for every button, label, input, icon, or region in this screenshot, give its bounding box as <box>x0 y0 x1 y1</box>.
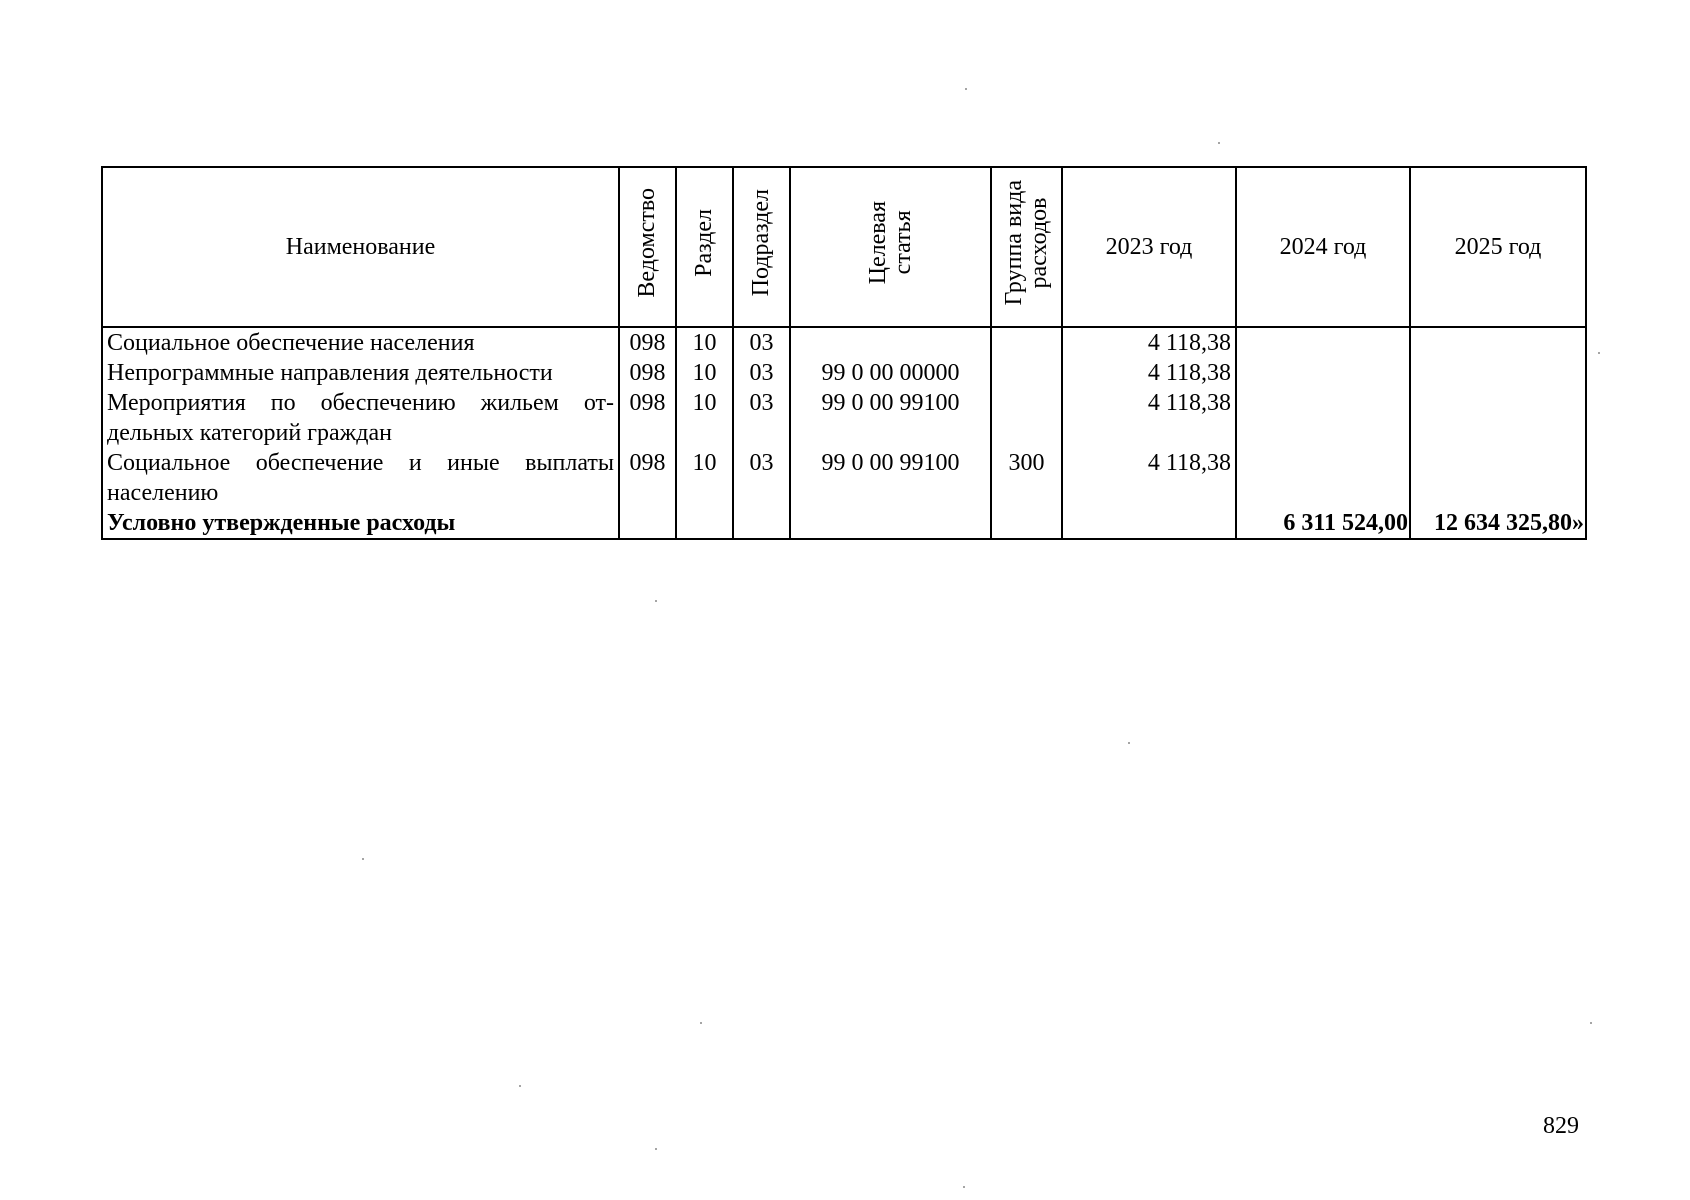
row-year-2025 <box>1410 327 1586 358</box>
table-row <box>102 448 1586 508</box>
row-department: 098 <box>619 358 676 388</box>
row-name: Условно утвержденные расходы <box>102 508 619 539</box>
scan-speck <box>963 1186 965 1188</box>
row-year-2023 <box>1062 508 1236 539</box>
header-year-2025: 2025 год <box>1410 167 1586 327</box>
table-row <box>102 388 1586 448</box>
page-number: 829 <box>1543 1113 1579 1139</box>
row-expense-group <box>991 358 1062 388</box>
scan-speck <box>655 600 657 602</box>
row-department <box>619 508 676 539</box>
row-name: Социальное обеспечение и иные выплаты населению <box>102 448 619 508</box>
row-section <box>676 508 733 539</box>
row-subsection: 03 <box>733 327 790 358</box>
row-target-article: 99 0 00 00000 <box>790 358 991 388</box>
row-section: 10 <box>676 327 733 358</box>
row-year-2025 <box>1410 388 1586 448</box>
header-expense-group: Группа вида расходов <box>991 167 1062 327</box>
header-name: Наименование <box>102 167 619 327</box>
table-row-total <box>102 508 1586 539</box>
row-year-2024 <box>1236 358 1410 388</box>
header-subsection: Подраздел <box>733 167 790 327</box>
row-year-2025 <box>1410 358 1586 388</box>
row-department: 098 <box>619 388 676 448</box>
header-year-2024: 2024 год <box>1236 167 1410 327</box>
row-year-2025 <box>1410 448 1586 508</box>
scan-speck <box>519 1085 521 1087</box>
scan-speck <box>1590 1022 1592 1024</box>
scan-speck <box>700 1022 702 1024</box>
row-subsection: 03 <box>733 358 790 388</box>
scan-speck <box>965 88 967 90</box>
header-year-2023: 2023 год <box>1062 167 1236 327</box>
row-year-2023: 4 118,38 <box>1062 448 1236 508</box>
row-year-2023: 4 118,38 <box>1062 327 1236 358</box>
row-department: 098 <box>619 448 676 508</box>
row-year-2024 <box>1236 448 1410 508</box>
row-year-2023: 4 118,38 <box>1062 388 1236 448</box>
row-name: Непрограммные направления деятельности <box>102 358 619 388</box>
row-year-2024 <box>1236 327 1410 358</box>
row-target-article <box>790 508 991 539</box>
scan-speck <box>1598 352 1600 354</box>
header-target-article: Целевая статья <box>790 167 991 327</box>
row-expense-group: 300 <box>991 448 1062 508</box>
row-name: Мероприятия по обеспечению жильем от-дельных категорий граждан <box>102 388 619 448</box>
row-department: 098 <box>619 327 676 358</box>
table-row <box>102 358 1586 388</box>
row-target-article: 99 0 00 99100 <box>790 388 991 448</box>
budget-table <box>101 166 1587 540</box>
scan-speck <box>655 1148 657 1150</box>
header-department: Ведомство <box>619 167 676 327</box>
row-target-article <box>790 327 991 358</box>
row-section: 10 <box>676 448 733 508</box>
row-subsection <box>733 508 790 539</box>
row-target-article: 99 0 00 99100 <box>790 448 991 508</box>
scan-speck <box>1128 742 1130 744</box>
row-expense-group <box>991 388 1062 448</box>
row-subsection: 03 <box>733 448 790 508</box>
row-section: 10 <box>676 388 733 448</box>
row-name: Социальное обеспечение населения <box>102 327 619 358</box>
row-subsection: 03 <box>733 388 790 448</box>
header-section: Раздел <box>676 167 733 327</box>
scan-speck <box>362 858 364 860</box>
row-section: 10 <box>676 358 733 388</box>
row-year-2023: 4 118,38 <box>1062 358 1236 388</box>
table-header-row <box>102 167 1586 327</box>
scan-speck <box>1218 142 1220 144</box>
row-expense-group <box>991 508 1062 539</box>
row-year-2025: 12 634 325,80» <box>1410 508 1586 539</box>
row-year-2024 <box>1236 388 1410 448</box>
row-expense-group <box>991 327 1062 358</box>
table-row <box>102 327 1586 358</box>
row-year-2024: 6 311 524,00 <box>1236 508 1410 539</box>
